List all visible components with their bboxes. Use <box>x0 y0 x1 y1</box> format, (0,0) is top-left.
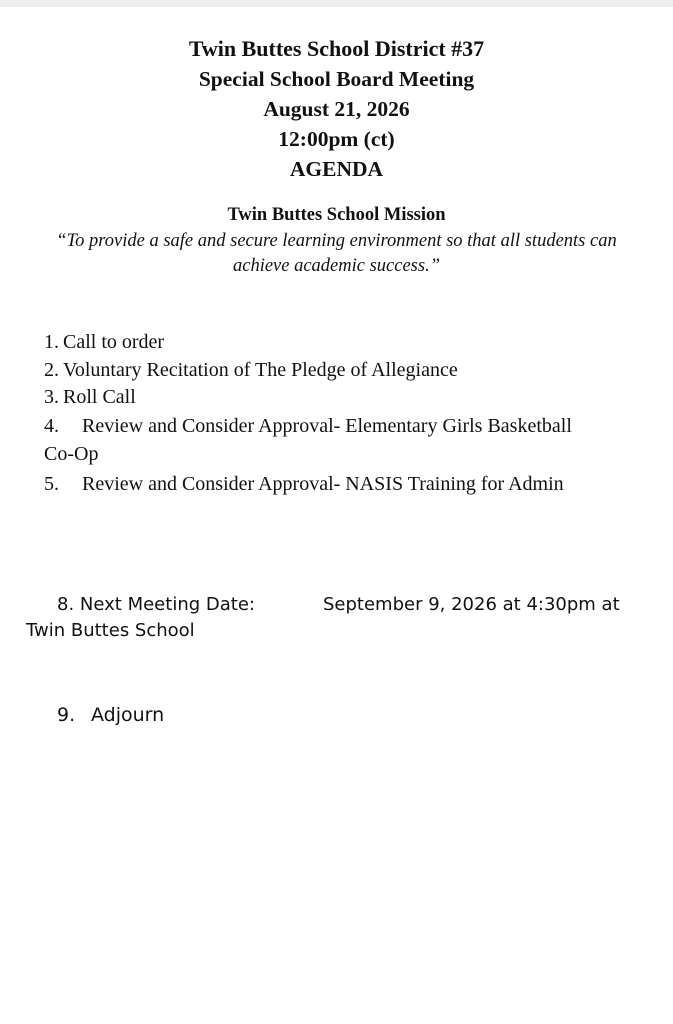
next-meeting-label-text: Next Meeting Date: <box>79 594 255 615</box>
next-meeting-number: 8. <box>57 594 75 615</box>
agenda-item-number: 4. <box>44 415 59 437</box>
agenda-item <box>44 413 572 439</box>
meeting-type: Special School Board Meeting <box>198 67 475 91</box>
agenda-item <box>44 471 564 497</box>
adjourn-item <box>57 702 164 728</box>
next-meeting <box>57 592 620 618</box>
agenda-item <box>44 384 136 410</box>
agenda-item-number: 1. <box>44 331 59 353</box>
agenda-item <box>44 357 458 383</box>
adjourn-number: 9. <box>57 704 76 726</box>
agenda-item-number: 5. <box>44 473 59 495</box>
next-meeting-label <box>57 592 323 618</box>
top-strip <box>0 0 673 7</box>
agenda-item-text: Review and Consider Approval- NASIS Training for Admin <box>82 473 564 495</box>
meeting-date: August 21, 2026 <box>263 97 410 121</box>
adjourn-text: Adjourn <box>91 704 165 726</box>
agenda-title: AGENDA <box>289 157 384 181</box>
meeting-time: 12:00pm (ct) <box>278 127 395 151</box>
mission-title: Twin Buttes School Mission <box>227 205 446 225</box>
agenda-item-text: Call to order <box>63 331 165 353</box>
agenda-item-text: Voluntary Recitation of The Pledge of Allegiance <box>63 359 458 381</box>
next-meeting-location: Twin Buttes School <box>26 620 195 641</box>
agenda-item <box>44 329 164 355</box>
document-header <box>0 34 673 184</box>
agenda-item-number: 3. <box>44 386 59 408</box>
agenda-item-text: Review and Consider Approval- Elementary Girls Basketball <box>82 415 572 437</box>
agenda-item-number: 2. <box>44 359 59 381</box>
agenda-item-text: Roll Call <box>63 386 136 408</box>
agenda-item-continuation: Co-Op <box>44 443 99 465</box>
district-name: Twin Buttes School District #37 <box>188 36 485 61</box>
mission-statement: “To provide a safe and secure learning environment so that all students can achieve academic success.” <box>56 231 617 276</box>
next-meeting-value: September 9, 2026 at 4:30pm at <box>323 594 620 615</box>
